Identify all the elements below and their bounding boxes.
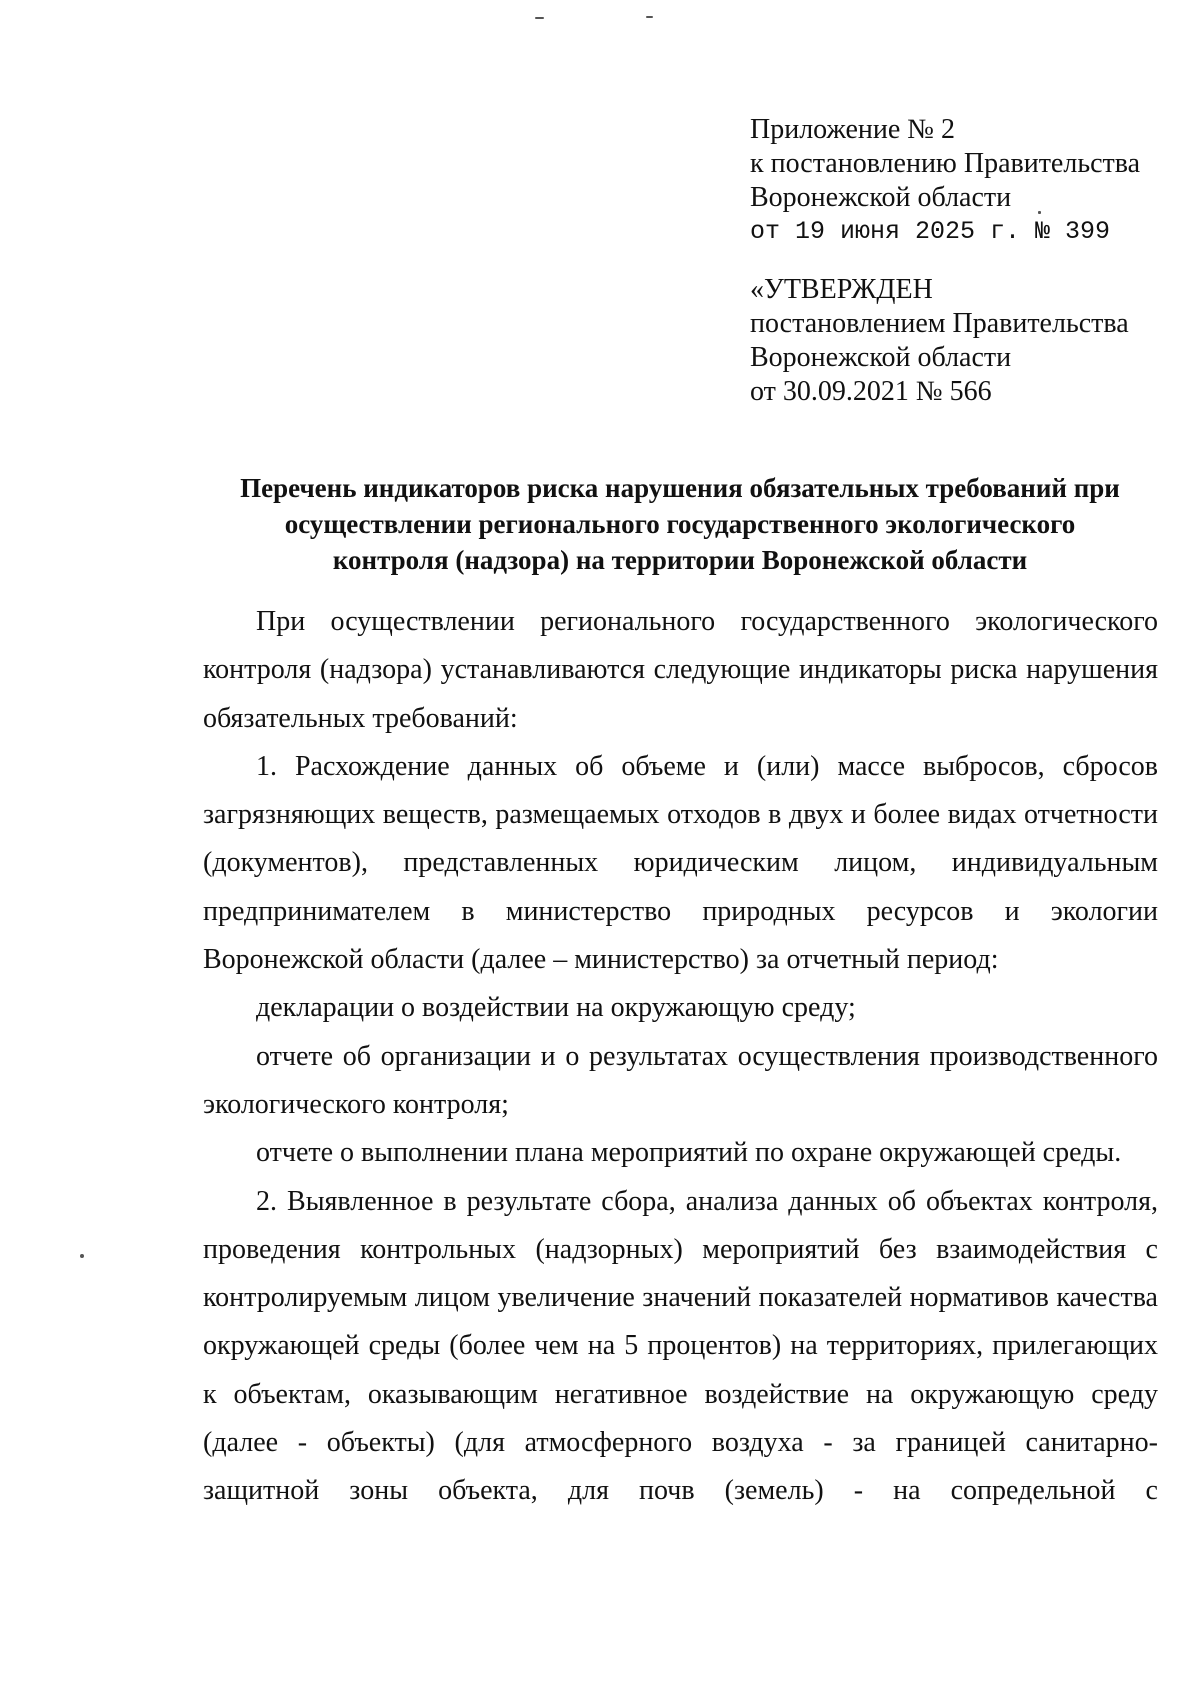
approved-block — [750, 273, 1170, 409]
paragraph-intro: При осуществлении регионального государственного экологического контроля (надзора) устанавливаются следующие индикаторы риска нарушения обязательных требований: — [203, 606, 1158, 734]
paragraph-item-1: 1. Расхождение данных об объеме и (или) массе выбросов, сбросов загрязняющих веществ, размещаемых отходов в двух и более видах отчетности (документов), представленных юридическим лицом, индивидуальным предпринимателем в министерство природных ресурсов и экологии Воронежской области (далее – министерство) за отчетный период: — [203, 750, 1158, 976]
annex-block — [750, 113, 1170, 249]
title-line: контроля (надзора) на территории Воронежской области — [332, 545, 1028, 575]
document-body — [203, 598, 1158, 1516]
scan-speck — [80, 1254, 84, 1258]
paragraph-production-control-report: отчете об организации и о результатах осуществления производственного экологического контроля; — [203, 1040, 1158, 1120]
title-line: осуществлении регионального государственного экологического — [284, 509, 1076, 539]
approved-label: «УТВЕРЖДЕН — [750, 274, 933, 305]
approved-date-number: от 30.09.2021 № 566 — [750, 376, 992, 407]
approved-by-resolution: постановлением Правительства — [750, 308, 1129, 339]
paragraph-declaration: декларации о воздействии на окружающую среду; — [256, 992, 856, 1024]
approved-region: Воронежской области — [750, 342, 1012, 373]
paragraph-plan-report: отчете о выполнении плана мероприятий по охране окружающей среды. — [256, 1137, 1122, 1169]
annex-to-resolution: к постановлению Правительства — [750, 148, 1141, 179]
annex-number: Приложение № 2 — [750, 114, 955, 145]
paragraph-item-2: 2. Выявленное в результате сбора, анализа данных об объектах контроля, проведения контрольных (надзорных) мероприятий без взаимодействия с контролируемым лицом увеличение значений показателей нормативов качества окружающей среды (более чем на 5 процентов) на территориях, прилегающих к объектам, оказывающим негативное воздействие на окружающую среду (далее - объекты) (для атмосферного воздуха - за границей санитарно-защитной зоны объекта, для почв (земель) - на сопредельной с — [203, 1185, 1158, 1507]
document-title — [200, 470, 1160, 578]
scan-speck — [646, 16, 653, 18]
annex-region: Воронежской области — [750, 182, 1012, 213]
title-line: Перечень индикаторов риска нарушения обязательных требований при — [240, 473, 1120, 503]
scan-speck — [535, 17, 544, 19]
annex-date-number: от 19 июня 2025 г. № 399 — [750, 217, 1111, 246]
